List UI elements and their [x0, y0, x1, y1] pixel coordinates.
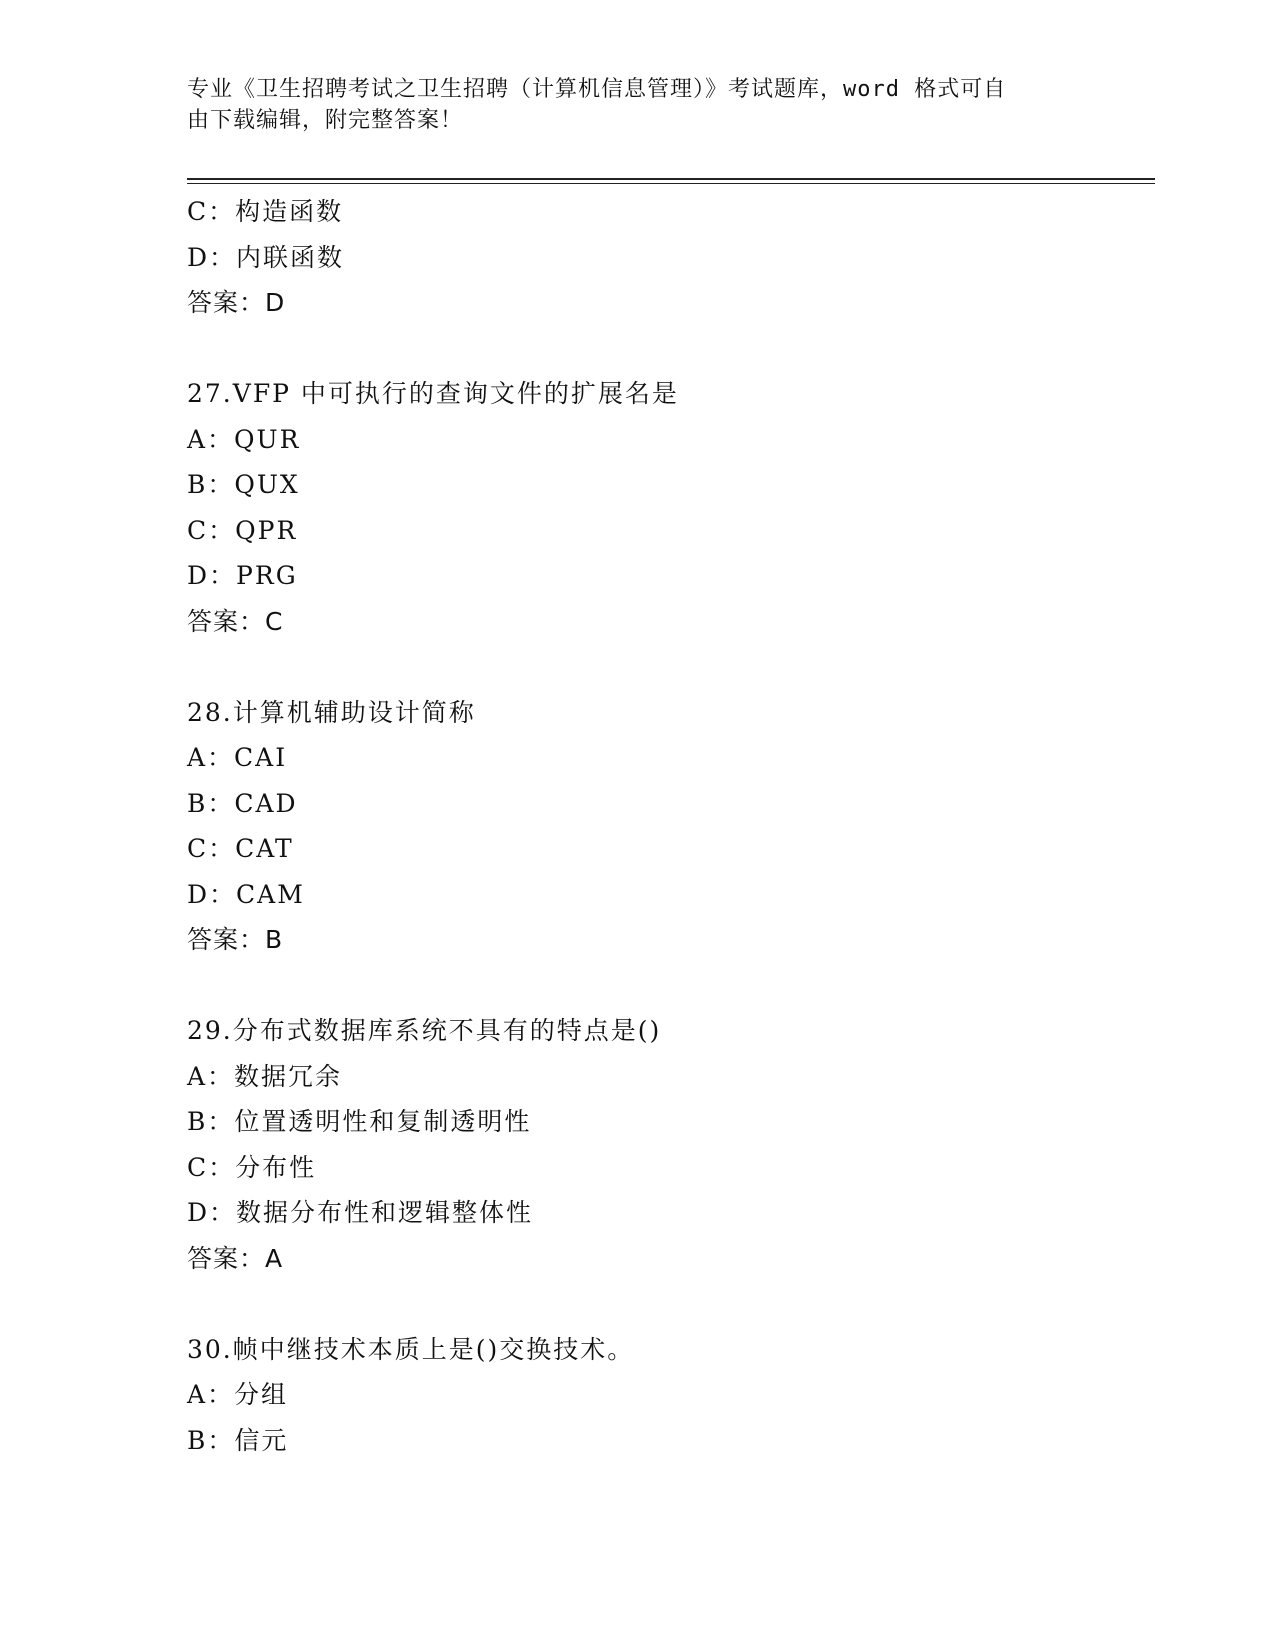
option-d: D：CAM [187, 879, 305, 909]
spacer [187, 326, 1147, 372]
option-a: A：分组 [187, 1380, 289, 1409]
option-a: A：QUR [187, 424, 301, 454]
option-d: D：PRG [187, 561, 298, 590]
header-line-2: 由下载编辑，附完整答案！ [187, 108, 464, 133]
option-b: B：信元 [187, 1425, 289, 1455]
option-c: C：CAT [187, 834, 294, 863]
option-b: B：QUX [187, 470, 300, 499]
question-text: 28.计算机辅助设计简称 [187, 697, 476, 727]
header-divider-thin [187, 183, 1155, 184]
question-26-tail [187, 189, 1147, 326]
question-28 [187, 690, 1147, 963]
header-line-1: 专业《卫生招聘考试之卫生招聘（计算机信息管理）》考试题库，word 格式可自 [187, 77, 1007, 102]
option-a: A：数据冗余 [187, 1061, 343, 1091]
question-text: 30.帧中继技术本质上是()交换技术。 [187, 1334, 635, 1364]
spacer [187, 644, 1147, 690]
answer: 答案：A [187, 1243, 284, 1273]
option-a: A：CAI [187, 743, 288, 772]
spacer [187, 963, 1147, 1009]
question-text: 27.VFP 中可执行的查询文件的扩展名是 [187, 379, 679, 408]
question-text: 29.分布式数据库系统不具有的特点是() [187, 1016, 662, 1045]
option-c: C：分布性 [187, 1152, 317, 1182]
document-header [187, 74, 1067, 136]
option-d: D：数据分布性和逻辑整体性 [187, 1198, 534, 1227]
header-divider-thick [187, 178, 1155, 180]
answer: 答案：C [187, 606, 284, 636]
question-30 [187, 1327, 1147, 1464]
question-27 [187, 371, 1147, 644]
option-d: D：内联函数 [187, 242, 345, 272]
question-29 [187, 1008, 1147, 1281]
spacer [187, 1281, 1147, 1327]
option-c: C：构造函数 [187, 197, 344, 226]
option-b: B：CAD [187, 788, 298, 818]
option-c: C：QPR [187, 515, 298, 545]
answer: 答案：B [187, 925, 284, 954]
question-list [187, 189, 1147, 1463]
answer: 答案：D [187, 288, 286, 317]
option-b: B：位置透明性和复制透明性 [187, 1107, 532, 1136]
